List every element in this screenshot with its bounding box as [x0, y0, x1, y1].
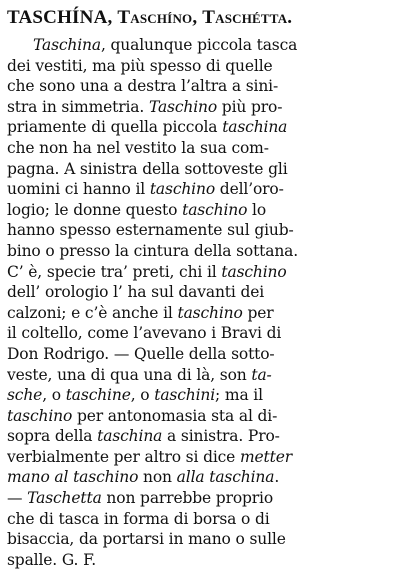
text-line	[7, 303, 403, 324]
italic-term: taschino	[149, 180, 216, 199]
text-line	[7, 97, 403, 118]
text-line	[7, 467, 403, 488]
text-run: Don Rodrigo. — Quelle della sotto-	[7, 344, 275, 363]
italic-term: sche	[7, 386, 43, 405]
italic-term: mano al taschino	[7, 468, 139, 487]
text-run: spalle. G. F.	[7, 550, 97, 569]
text-line	[7, 488, 403, 509]
italic-term: taschino	[7, 406, 73, 425]
text-run: veste, una di qua una di là, son	[7, 365, 252, 384]
text-run: priamente di quella piccola	[7, 118, 223, 137]
text-run: hanno spesso esternamente sul giub-	[7, 221, 294, 240]
text-run: C’ è, specie tra’ preti, chi il	[7, 262, 222, 281]
text-run: logio; le donne questo	[7, 200, 183, 219]
text-line	[7, 426, 403, 447]
text-run: dei vestiti, ma più spesso di quelle	[7, 56, 273, 75]
text-line	[7, 241, 403, 262]
text-run: bino o presso la cintura della sottana.	[7, 241, 299, 260]
italic-term: Taschetta	[27, 489, 102, 508]
entry-term-taschino: Taschíno,	[117, 7, 198, 28]
text-run: il coltello, come l’avevano i Bravi di	[7, 324, 282, 343]
text-run: , o	[42, 386, 66, 405]
text-line	[7, 138, 403, 159]
text-run: uomini ci hanno il	[7, 180, 150, 199]
text-line	[7, 200, 403, 221]
text-line	[7, 385, 403, 406]
text-line	[7, 323, 403, 344]
text-line	[7, 447, 403, 468]
italic-term: taschina	[97, 427, 163, 446]
text-line	[7, 159, 403, 180]
text-line	[7, 282, 403, 303]
text-line	[7, 262, 403, 283]
entry-body	[7, 35, 403, 570]
text-run: che di tasca in forma di borsa o di	[7, 509, 270, 528]
text-run: verbialmente per altro si dice	[7, 447, 240, 466]
text-run: per antonomasia sta al di-	[72, 406, 278, 425]
text-line	[7, 509, 403, 530]
entry-heading	[7, 6, 403, 30]
italic-term: Taschino	[148, 97, 218, 116]
text-run: —	[7, 489, 28, 508]
italic-term: ta-	[251, 365, 272, 384]
text-run: calzoni; e c’è anche il	[7, 303, 178, 322]
text-run: .	[274, 468, 280, 487]
text-run: dell’oro-	[215, 180, 284, 199]
text-run: stra in simmetria.	[7, 97, 149, 116]
text-run: lo	[247, 200, 267, 219]
italic-term: Taschina	[33, 36, 101, 54]
text-run: bisaccia, da portarsi in mano o sulle	[7, 530, 286, 549]
text-run: che sono una a destra l’altra a sini-	[7, 77, 279, 96]
italic-term: alla taschina	[176, 468, 275, 487]
italic-term: taschino	[221, 262, 287, 281]
text-line	[7, 365, 403, 386]
text-run: , qualunque piccola tasca	[100, 36, 298, 54]
entry-term-taschetta: Taschétta.	[202, 7, 293, 28]
text-run: pagna. A sinistra della sottoveste gli	[7, 159, 288, 178]
entry-term-taschina: TASCHÍNA,	[7, 7, 113, 28]
text-line	[7, 344, 403, 365]
text-run: a sinistra. Pro-	[162, 427, 280, 446]
text-run: non parrebbe proprio	[101, 489, 274, 508]
italic-term: taschino	[177, 303, 243, 322]
text-line	[7, 117, 403, 138]
text-line	[7, 529, 403, 550]
italic-term: taschini	[154, 386, 216, 405]
text-run: per	[242, 303, 274, 322]
text-run: che non ha nel vestito la sua com-	[7, 138, 269, 157]
italic-term: metter	[239, 447, 292, 466]
text-run: , o	[130, 386, 155, 405]
text-line	[7, 56, 403, 77]
text-line	[7, 179, 403, 200]
text-run: non	[138, 468, 177, 487]
text-line	[7, 35, 403, 56]
text-line	[7, 220, 403, 241]
text-run: dell’ orologio l’ ha sul davanti dei	[7, 283, 265, 302]
text-run: ; ma il	[215, 386, 263, 405]
text-run: più pro-	[217, 97, 283, 116]
text-line	[7, 406, 403, 427]
italic-term: taschino	[182, 200, 248, 219]
text-line	[7, 76, 403, 97]
text-run: sopra della	[7, 427, 98, 446]
italic-term: taschina	[222, 118, 288, 137]
italic-term: taschine	[65, 386, 131, 405]
